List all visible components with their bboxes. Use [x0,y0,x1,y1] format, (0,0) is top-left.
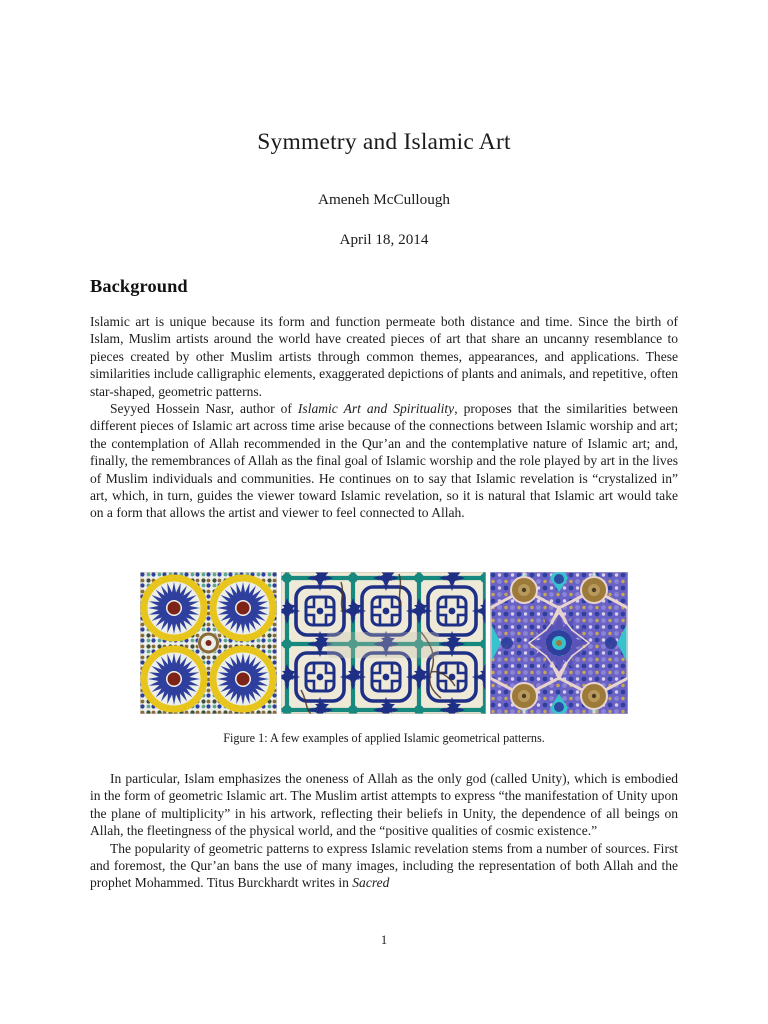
figure-image-row [90,572,678,714]
paragraph-2-part-b: , proposes that the similarities between different pieces of Islamic art across time arise because of the connections between Islamic worship and art; the contemplation of Allah recommended in the Qur’an and the contemplative nature of Islamic art; and, finally, the remembrances of Allah as the final goal of Islamic worship and the role played by art in the lives of Muslim individuals and communities. He continues on to say that Islamic revelation is “crystalized in” art, which, in turn, guides the viewer toward Islamic revelation, so it is natural that Islamic art would take on a form that allows the artist and viewer to feel connected to Allah. [90,401,679,521]
body-text-lower [90,770,678,892]
paragraph-2-part-a: Seyyed Hossein Nasr, author of [110,401,298,417]
islamic-tile-persian-star-purple [490,572,628,714]
document-author: Ameneh McCullough [317,191,451,209]
figure-1 [90,572,678,746]
paragraph-2 [90,400,678,522]
section-heading-background: Background [90,276,188,296]
body-text-upper [90,276,678,522]
document-date: April 18, 2014 [339,231,429,249]
paragraph-4-part-a: The popularity of geometric patterns to express Islamic revelation stems from a number of sources. First and foremost, the Qur’an bans the use of many images, including the representation of both Allah and the prophet Mohammed. Titus Burckhardt writes in [90,840,678,891]
paragraph-4 [90,840,678,892]
book-title-islamic-art-and-spirituality: Islamic Art and Spirituality [297,401,455,417]
paragraph-3: In particular, Islam emphasizes the oneness of Allah as the only god (called Unity), which is embodied in the form of geometric Islamic art. The Muslim artist attempts to express “the manifestation of Unity upon the plane of multiplicity” in his artwork, reflecting their beliefs in Unity, the dependence of all beings on Allah, the fleetingness of the physical world, and the “positive qualities of cosmic existence.” [90,771,678,839]
islamic-tile-iznik-blue-teal [281,572,486,714]
paragraph-1: Islamic art is unique because its form and function permeate both distance and time. Since the birth of Islam, Muslim artists around the world have created pieces of art that share an uncanny resemblance to pieces created by other Muslim artists through common themes, appearances, and applications. These similarities include calligraphic elements, exaggerated depictions of plants and animals, and repetitive, often star-shaped, geometric patterns. [90,314,678,399]
page-number: 1 [380,933,388,947]
figure-caption: Figure 1: A few examples of applied Islamic geometrical patterns. [223,731,545,745]
document-title: Symmetry and Islamic Art [257,129,511,155]
book-title-sacred: Sacred [352,875,390,891]
islamic-tile-rosette-yellow-blue [140,572,277,714]
title-block [90,128,678,249]
